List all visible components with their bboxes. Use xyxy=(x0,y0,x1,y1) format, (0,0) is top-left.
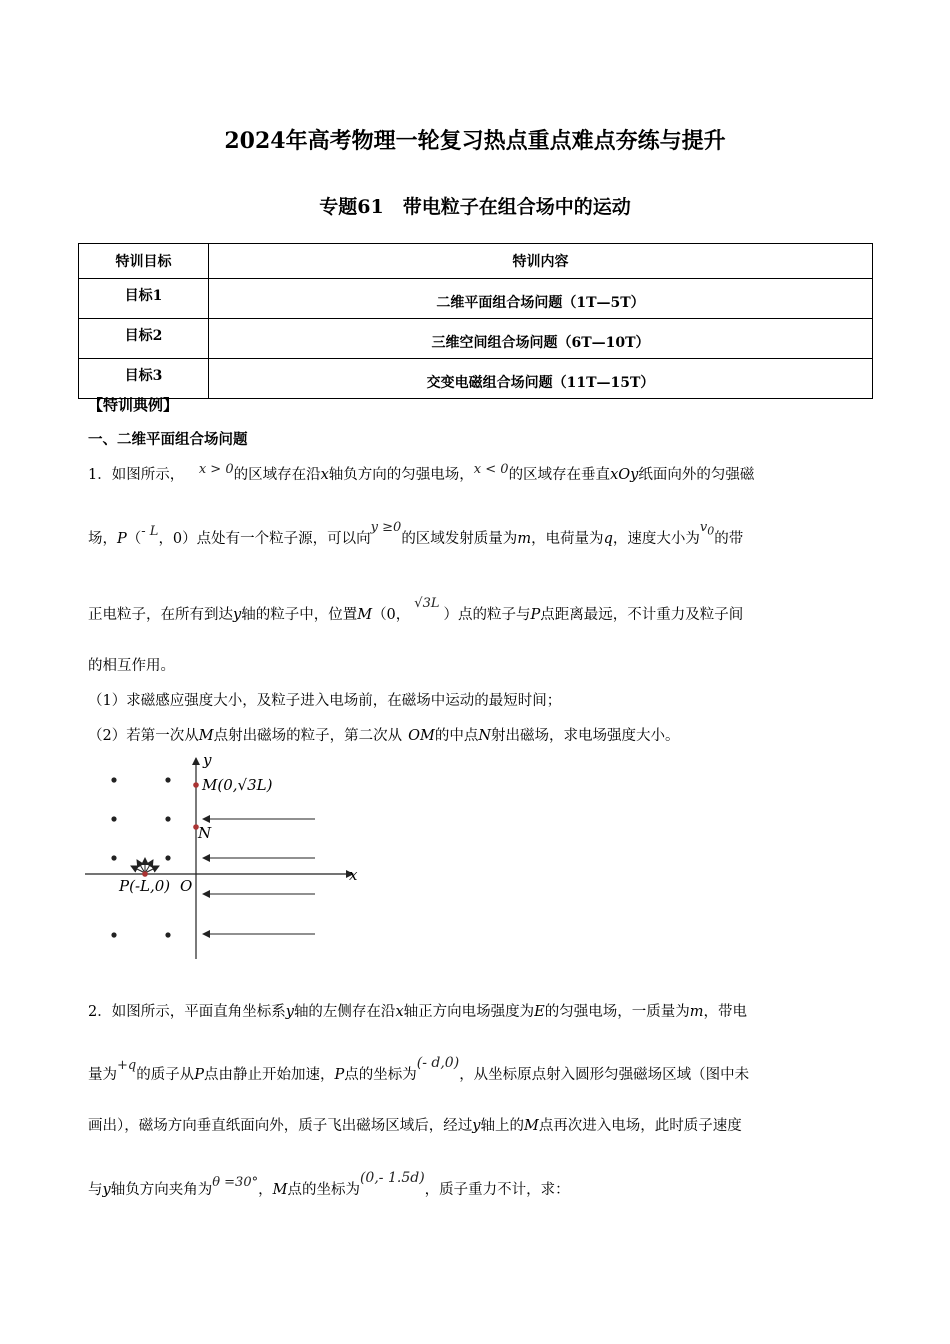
q1-line-2: 场，P（- L，0）点处有一个粒子源，可以向y ≥0的区域发射质量为m，电荷量为q，速度大小为$v_0$的带 xyxy=(88,520,744,547)
table-cell-content: 交变电磁组合场问题（11T—15T） xyxy=(209,359,873,399)
table-cell-target: 目标3 xyxy=(79,359,209,399)
label-M: M(0,√3L) xyxy=(202,776,273,794)
emission-arrows xyxy=(131,858,159,873)
label-O: O xyxy=(180,877,193,895)
x-axis-label: x xyxy=(349,866,358,884)
field-dot xyxy=(165,777,170,782)
math-expression: θ =30° xyxy=(212,1175,259,1190)
q1-line-3: 正电粒子，在所有到达y轴的粒子中，位置M（0，√3L）点的粒子与P点距离最远，不计重力及粒子间 xyxy=(88,596,744,623)
math-expression: x < 0 xyxy=(473,462,509,477)
q2-line-2: 量为+q的质子从P点由静止开始加速，P点的坐标为(- d,0)，从坐标原点射入圆形匀强磁场区域（图中未 xyxy=(88,1055,750,1083)
q2-line-4: 与y轴负方向夹角为θ =30°，M点的坐标为(0,- 1.5d)，质子重力不计，求： xyxy=(88,1170,570,1198)
point-P xyxy=(142,871,148,877)
math-expression: √3L xyxy=(414,596,440,611)
q1-line-4: 的相互作用。 xyxy=(88,658,175,674)
training-target-table xyxy=(78,243,873,399)
math-expression: - L xyxy=(141,524,159,539)
q1-part-2: （2）若第一次从M点射出磁场的粒子，第二次从 OM的中点N射出磁场，求电场强度大小。 xyxy=(88,728,680,744)
section-heading: 一、二维平面组合场问题 xyxy=(88,431,248,448)
table-row xyxy=(79,279,873,319)
field-diagram xyxy=(85,752,370,967)
table-cell-target: 目标1 xyxy=(79,279,209,319)
table-header-row xyxy=(79,244,873,279)
page-title: 2024年高考物理一轮复习热点重点难点夯练与提升 xyxy=(224,128,726,154)
section-bracket-heading: 【特训典例】 xyxy=(88,396,179,414)
field-dot xyxy=(111,777,116,782)
math-expression: (- d,0) xyxy=(416,1055,460,1071)
table-row xyxy=(79,319,873,359)
field-dot xyxy=(111,855,116,860)
field-dot xyxy=(165,932,170,937)
math-expression: y ≥0 xyxy=(370,520,402,535)
table-header-cell: 特训内容 xyxy=(209,244,873,279)
y-axis-label: y xyxy=(203,752,212,769)
table-cell-content: 二维平面组合场问题（1T—5T） xyxy=(209,279,873,319)
point-M xyxy=(193,782,199,788)
math-expression: (0,- 1.5d) xyxy=(359,1170,425,1186)
field-dot xyxy=(111,932,116,937)
table-header-cell: 特训目标 xyxy=(79,244,209,279)
label-N: N xyxy=(198,824,212,842)
page-subtitle: 专题61 带电粒子在组合场中的运动 xyxy=(319,196,631,218)
field-dot xyxy=(111,816,116,821)
field-dot xyxy=(165,855,170,860)
label-P: P(-L,0) xyxy=(119,877,171,895)
field-dot xyxy=(165,816,170,821)
math-expression: x > 0 xyxy=(198,462,234,477)
q2-line-1: 2．如图所示，平面直角坐标系y轴的左侧存在沿x轴正方向电场强度为E的匀强电场，一质量为m，带电 xyxy=(88,1004,747,1020)
electric-field-lines xyxy=(203,819,315,934)
magnetic-field-dots xyxy=(111,777,170,937)
math-expression: +q xyxy=(117,1058,137,1073)
table-cell-target: 目标2 xyxy=(79,319,209,359)
q2-line-3: 画出），磁场方向垂直纸面向外，质子飞出磁场区域后，经过y轴上的M点再次进入电场，此时质子速度 xyxy=(88,1118,742,1134)
q1-part-1: （1）求磁感应强度大小，及粒子进入电场前，在磁场中运动的最短时间； xyxy=(88,693,562,709)
table-cell-content: 三维空间组合场问题（6T—10T） xyxy=(209,319,873,359)
table-row xyxy=(79,359,873,399)
q1-line-1: 1．如图所示， x > 0的区域存在沿x轴负方向的匀强电场，x < 0的区域存在垂直xOy纸面向外的匀强磁 xyxy=(88,462,755,483)
math-expression: $v_0$ xyxy=(699,520,715,538)
